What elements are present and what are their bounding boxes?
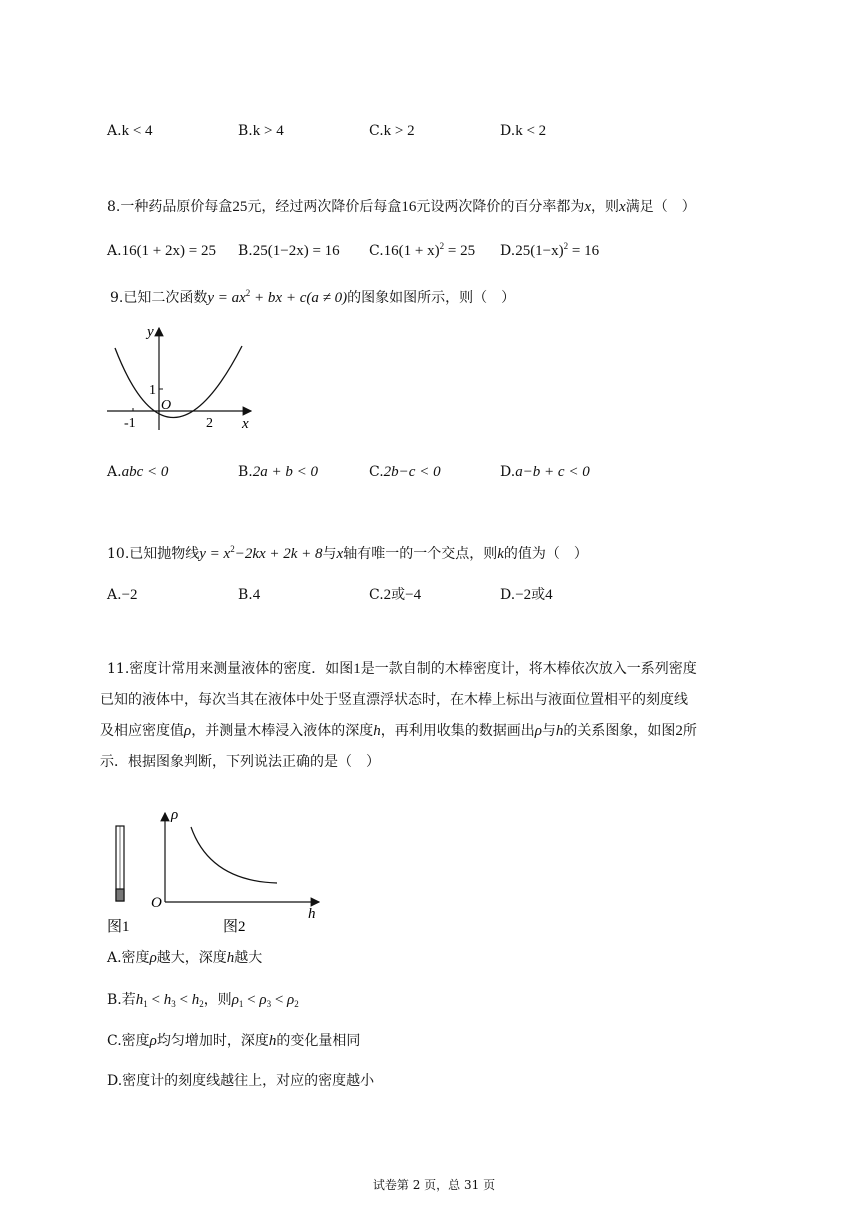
q8-stem	[107, 197, 696, 217]
option-label: C.	[369, 464, 384, 480]
q11-text: 已知的液体中，每次当其在液体中处于竖直漂浮状态时，在木棒上标出与液面位置相平的刻度线	[100, 692, 688, 708]
option-text: D.密度计的刻度线越往上，对应的密度越小	[107, 1073, 375, 1089]
q11-line-4	[100, 747, 767, 778]
q9-option-b	[238, 462, 318, 482]
q10-function: y = x	[199, 546, 231, 562]
q11-variable: h	[555, 723, 564, 739]
option-text: C.密度	[107, 1033, 150, 1049]
q8-option-d	[500, 241, 599, 261]
q11-line-1	[107, 654, 767, 685]
q11-stem	[100, 654, 767, 778]
option-variable: h	[191, 992, 200, 1008]
option-expr: k < 2	[515, 123, 547, 139]
q11-text: 与	[541, 723, 556, 739]
option-expr: 4	[252, 587, 261, 603]
q9-option-d	[500, 462, 590, 482]
option-text: ，则	[203, 992, 232, 1008]
fig1-caption: 图1	[107, 919, 130, 935]
option-variable: ρ	[149, 950, 157, 966]
q11-text: 示．根据图象判断，下列说法正确的是（ ）	[100, 754, 380, 770]
option-expr: abc < 0	[121, 464, 169, 480]
q9-stem	[110, 288, 515, 308]
option-label: B.	[238, 243, 253, 259]
q8-text: 满足（ ）	[625, 199, 696, 215]
q10-text: 的值为（ ）	[503, 546, 588, 562]
exponent: 2	[230, 544, 235, 554]
q11-variable: ρ	[534, 723, 542, 739]
subscript: 1	[143, 999, 148, 1009]
option-label: B.	[238, 464, 253, 480]
option-text: 的变化量相同	[276, 1033, 361, 1049]
q11-text: 及相应密度值	[100, 723, 184, 739]
q10-option-b	[238, 585, 260, 605]
option-text: 越大，深度	[156, 950, 227, 966]
option-label: D.	[500, 587, 516, 603]
q11-option-b	[107, 990, 299, 1010]
option-label: B.	[238, 123, 253, 139]
q11-option-a	[107, 948, 262, 968]
q11-line-2	[100, 685, 767, 716]
x-axis-label: x	[242, 416, 249, 432]
q11-variable: ρ	[184, 723, 192, 739]
option-expr: 25(1−x)	[515, 243, 564, 259]
inverse-curve	[191, 827, 277, 883]
q8-text: 8.一种药品原价每盒	[107, 199, 233, 215]
option-expr: 25(1−2x) = 16	[252, 243, 340, 259]
option-expr: 16(1 + 2x) = 25	[121, 243, 216, 259]
option-expr: = 25	[444, 243, 476, 259]
q10-stem	[107, 544, 588, 564]
fig2-caption: 图2	[223, 919, 246, 935]
parabola-curve	[115, 346, 242, 418]
option-label: D.	[500, 243, 516, 259]
q10-variable: x	[336, 546, 344, 562]
q7-option-b	[238, 121, 284, 141]
option-text: 或	[531, 587, 546, 603]
exponent: 2	[245, 288, 251, 298]
q8-text: 元，经过两次降价后每盒	[247, 199, 402, 215]
q11-text: ，并测量木棒浸入液体的深度	[191, 723, 374, 739]
y-axis-label: y	[147, 324, 154, 340]
q10-option-d	[500, 585, 553, 605]
option-text: 越大	[234, 950, 263, 966]
tick-neg-one-label: -1	[124, 416, 136, 431]
origin-label: O	[161, 398, 172, 413]
q11-number: 1	[353, 661, 361, 677]
q11-option-d	[107, 1071, 374, 1091]
q11-text: 所	[682, 723, 697, 739]
option-label: C.	[369, 243, 384, 259]
q11-text: 11.密度计常用来测量液体的密度．如图	[107, 661, 354, 677]
q11-option-c	[107, 1031, 360, 1051]
option-expr: k > 2	[383, 123, 415, 139]
option-expr: 2a + b < 0	[252, 464, 318, 480]
q11-line-3	[100, 716, 767, 747]
exponent: 2	[439, 241, 445, 251]
q10-text: 轴有唯一的一个交点，则	[343, 546, 498, 562]
option-label: B.	[238, 587, 253, 603]
option-label: A.	[107, 464, 122, 480]
option-variable: ρ	[149, 1033, 157, 1049]
tick-one-label: 1	[149, 383, 156, 398]
option-variable: h	[135, 992, 144, 1008]
option-expr: 2	[383, 587, 392, 603]
subscript: 1	[238, 999, 244, 1009]
page-footer: 试卷第 2 页，总 31 页	[372, 1178, 496, 1192]
q8-option-a	[107, 241, 216, 261]
subscript: 3	[171, 999, 176, 1009]
q7-option-a	[107, 121, 153, 141]
option-expr: k < 4	[121, 123, 153, 139]
q8-text: 元设两次降价的百分率都为	[416, 199, 585, 215]
option-label: A.	[107, 243, 122, 259]
origin-label: O	[151, 895, 162, 911]
option-expr: a−b + c < 0	[515, 464, 590, 480]
q9-text: 的图象如图所示，则（ ）	[347, 290, 516, 306]
option-variable: ρ	[259, 992, 267, 1008]
option-variable: ρ	[287, 992, 295, 1008]
q11-text: 是一款自制的木棒密度计，将木棒依次放入一系列密度	[360, 661, 697, 677]
q10-variable: k	[497, 546, 504, 562]
q7-option-d	[500, 121, 546, 141]
option-label: C.	[369, 587, 384, 603]
stick-weight	[116, 889, 124, 901]
q9-parabola-graph	[105, 318, 255, 436]
exponent: 2	[563, 241, 569, 251]
subscript: 3	[266, 999, 272, 1009]
subscript: 2	[294, 999, 299, 1009]
option-text: B.若	[107, 992, 136, 1008]
q11-number: 2	[675, 723, 683, 739]
q9-option-c	[369, 462, 441, 482]
option-text: 均匀增加时，深度	[156, 1033, 269, 1049]
option-operator: <	[271, 992, 288, 1008]
option-expr: = 16	[568, 243, 600, 259]
option-expr: −2	[515, 587, 532, 603]
option-label: D.	[500, 123, 516, 139]
option-expr: 16(1 + x)	[383, 243, 440, 259]
option-label: C.	[369, 123, 384, 139]
q8-variable: x	[619, 199, 626, 215]
subscript: 2	[199, 999, 204, 1009]
q8-option-c	[369, 241, 475, 261]
q10-text: 与	[322, 546, 337, 562]
q8-variable: x	[584, 199, 592, 215]
option-expr: 2b−c < 0	[383, 464, 441, 480]
option-operator: <	[147, 992, 164, 1008]
option-variable: h	[268, 1033, 277, 1049]
q11-figures	[105, 805, 335, 940]
option-expr: −4	[405, 587, 422, 603]
q8-value: 25	[232, 199, 248, 215]
option-expr: k > 4	[252, 123, 284, 139]
q11-text: ，再利用收集的数据画出	[380, 723, 535, 739]
option-label: A.	[107, 123, 122, 139]
option-label: A.	[107, 587, 122, 603]
x-axis-label: h	[308, 906, 316, 922]
y-axis-label: ρ	[171, 807, 179, 823]
option-variable: ρ	[231, 992, 239, 1008]
option-label: D.	[500, 464, 516, 480]
q8-option-b	[238, 241, 340, 261]
option-operator: <	[243, 992, 260, 1008]
option-variable: h	[226, 950, 235, 966]
q7-option-c	[369, 121, 415, 141]
option-operator: <	[175, 992, 192, 1008]
q9-function: y = ax	[207, 290, 246, 306]
q8-value: 16	[401, 199, 417, 215]
option-variable: h	[163, 992, 172, 1008]
q11-variable: h	[373, 723, 381, 739]
q9-function: + bx + c(a ≠ 0)	[250, 290, 348, 306]
tick-two-label: 2	[206, 416, 213, 431]
option-expr: −2	[121, 587, 138, 603]
q9-option-a	[107, 462, 168, 482]
option-text: 或	[391, 587, 406, 603]
option-expr: 4	[545, 587, 553, 603]
q8-text: ，则	[591, 199, 620, 215]
q10-option-c	[369, 585, 421, 605]
q10-text: 10.已知抛物线	[107, 546, 200, 562]
option-text: A.密度	[107, 950, 150, 966]
q9-text: 9.已知二次函数	[110, 290, 208, 306]
q10-function: −2kx + 2k + 8	[234, 546, 323, 562]
q10-option-a	[107, 585, 138, 605]
q11-text: 的关系图象，如图	[563, 723, 676, 739]
